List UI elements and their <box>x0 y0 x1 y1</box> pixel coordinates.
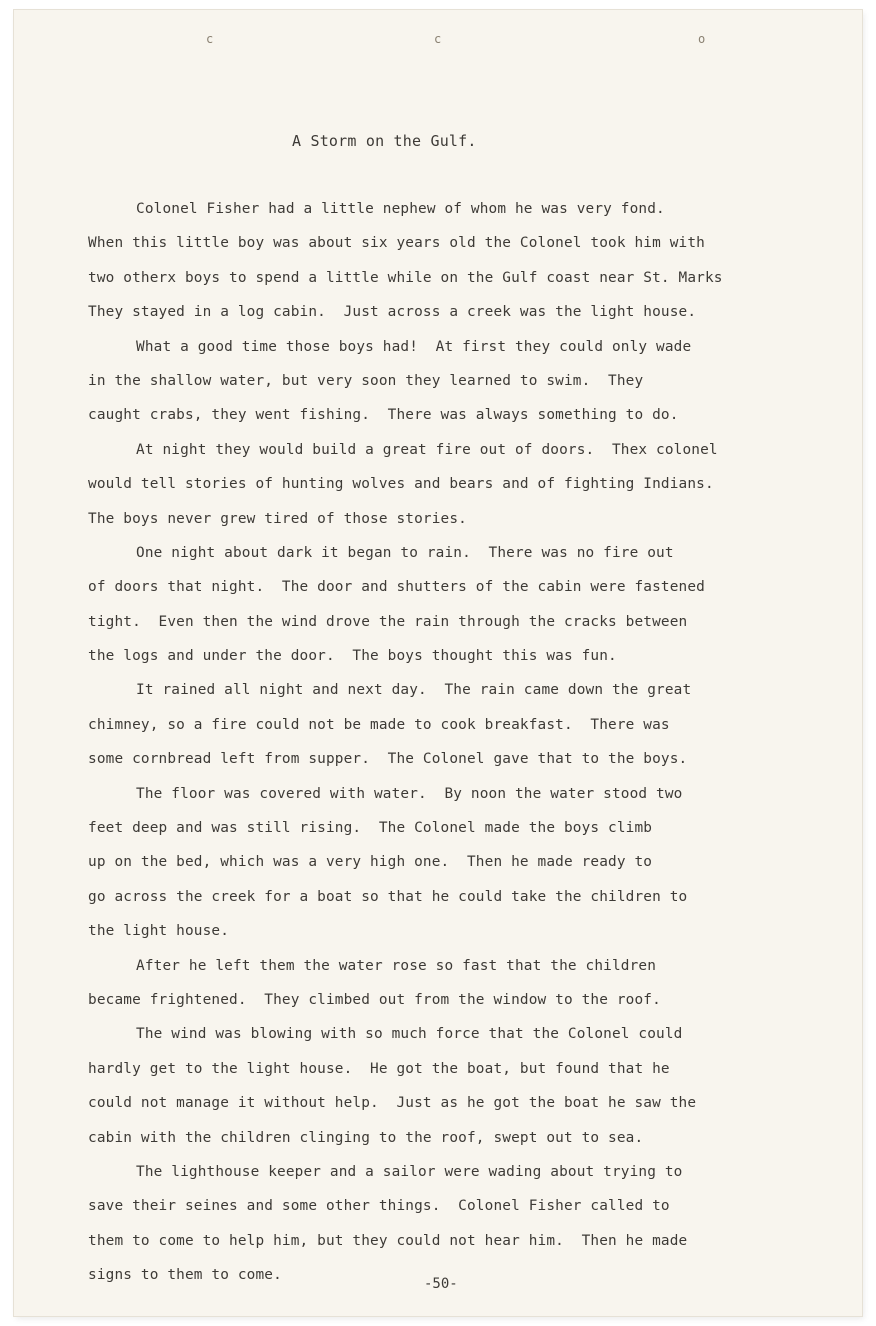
text-line: them to come to help him, but they could not hear him. Then he made <box>88 1232 688 1249</box>
punch-hole-mark: o <box>698 32 706 46</box>
text-line: would tell stories of hunting wolves and bears and of fighting Indians. <box>88 476 714 493</box>
text-line: The boys never grew tired of those stories. <box>88 510 467 527</box>
text-line: chimney, so a fire could not be made to cook breakfast. There was <box>88 716 670 733</box>
text-line: It rained all night and next day. The rain came down the great <box>136 682 692 699</box>
text-line: caught crabs, they went fishing. There was always something to do. <box>88 407 679 424</box>
punch-hole-mark: c <box>434 32 442 46</box>
text-line: up on the bed, which was a very high one. Then he made ready to <box>88 854 653 871</box>
text-line: At night they would build a great fire out of doors. Thex colonel <box>136 441 718 458</box>
text-line: signs to them to come. <box>88 1267 282 1284</box>
text-line: The wind was blowing with so much force that the Colonel could <box>136 1026 683 1043</box>
text-line: two otherx boys to spend a little while on the Gulf coast near St. Marks <box>88 269 723 286</box>
text-line: in the shallow water, but very soon they learned to swim. They <box>88 372 644 389</box>
text-line: The lighthouse keeper and a sailor were wading about trying to <box>136 1163 683 1180</box>
text-line: became frightened. They climbed out from the window to the roof. <box>88 991 661 1008</box>
text-line: of doors that night. The door and shutters of the cabin were fastened <box>88 579 705 596</box>
text-line: the logs and under the door. The boys thought this was fun. <box>88 648 617 665</box>
text-line: save their seines and some other things. Colonel Fisher called to <box>88 1198 670 1215</box>
text-line: The floor was covered with water. By noon the water stood two <box>136 785 683 802</box>
document-title: A Storm on the Gulf. <box>292 132 477 150</box>
text-line: tight. Even then the wind drove the rain through the cracks between <box>88 613 688 630</box>
text-line: feet deep and was still rising. The Colonel made the boys climb <box>88 820 653 837</box>
text-line: What a good time those boys had! At first they could only wade <box>136 338 692 355</box>
text-line: One night about dark it began to rain. There was no fire out <box>136 544 674 561</box>
punch-hole-mark: c <box>206 32 214 46</box>
text-line: could not manage it without help. Just as he got the boat he saw the <box>88 1095 697 1112</box>
text-line: cabin with the children clinging to the roof, swept out to sea. <box>88 1129 644 1146</box>
text-line: go across the creek for a boat so that he could take the children to <box>88 888 688 905</box>
text-line: Colonel Fisher had a little nephew of whom he was very fond. <box>136 201 665 217</box>
document-body <box>88 192 816 1293</box>
text-line: hardly get to the light house. He got the boat, but found that he <box>88 1060 670 1077</box>
text-line: After he left them the water rose so fast that the children <box>136 957 657 974</box>
text-line: some cornbread left from supper. The Colonel gave that to the boys. <box>88 751 688 768</box>
text-line: They stayed in a log cabin. Just across a creek was the light house. <box>88 304 697 321</box>
page-number: -50- <box>424 1276 458 1292</box>
text-line: the light house. <box>88 923 230 940</box>
text-line: When this little boy was about six years old the Colonel took him with <box>88 235 705 252</box>
